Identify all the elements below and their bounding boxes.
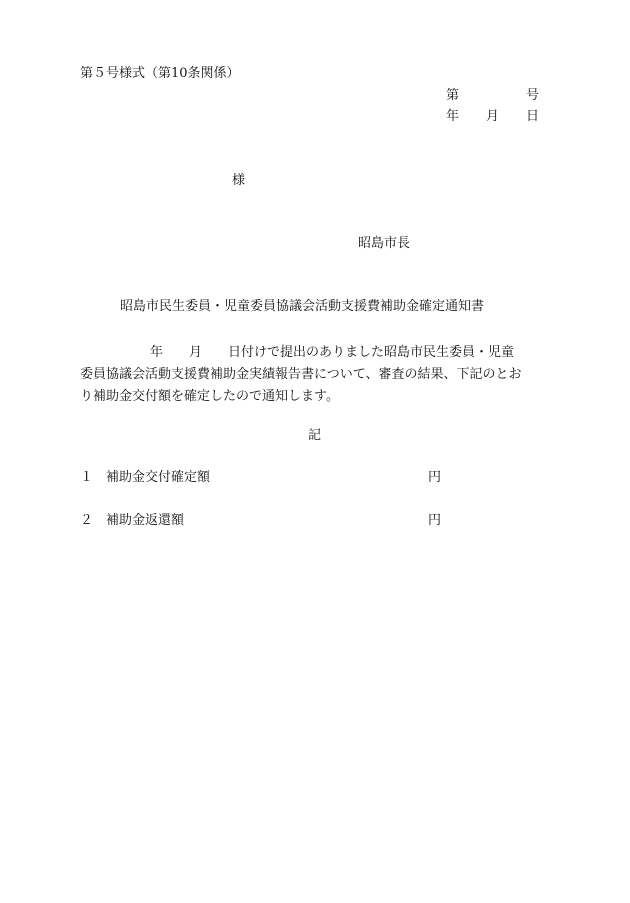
body-line-3: り補助金交付額を確定したので通知します。 [80,389,339,404]
body-line-1 [80,342,560,364]
document-number-suffix: 号 [526,88,540,103]
body-line-1-text: 日付けで提出のありました昭島市民生委員・児童 [228,345,515,360]
document-number-prefix: 第 [446,88,460,103]
item-unit: 円 [428,513,442,528]
item-label: 補助金返還額 [106,513,185,528]
form-label: 第５号様式（第10条関係） [80,66,240,81]
date-year-label: 年 [446,109,460,124]
document-title: 昭島市民生委員・児童委員協議会活動支援費補助金確定通知書 [120,299,485,314]
body-paragraph [80,342,560,408]
body-year-label: 年 [150,345,164,360]
date-day-label: 日 [526,109,540,124]
date-month-label: 月 [486,109,500,124]
issuer-name: 昭島市長 [358,236,411,251]
item-unit: 円 [428,470,442,485]
body-line-2: 委員協議会活動支援費補助金実績報告書について、審査の結果、下記のとお [80,367,522,382]
recipient-honorific: 様 [232,173,246,188]
body-month-label: 月 [189,345,203,360]
item-number: １ [80,470,94,485]
item-label: 補助金交付確定額 [106,470,211,485]
record-heading: 記 [308,428,322,443]
item-number: ２ [80,513,94,528]
